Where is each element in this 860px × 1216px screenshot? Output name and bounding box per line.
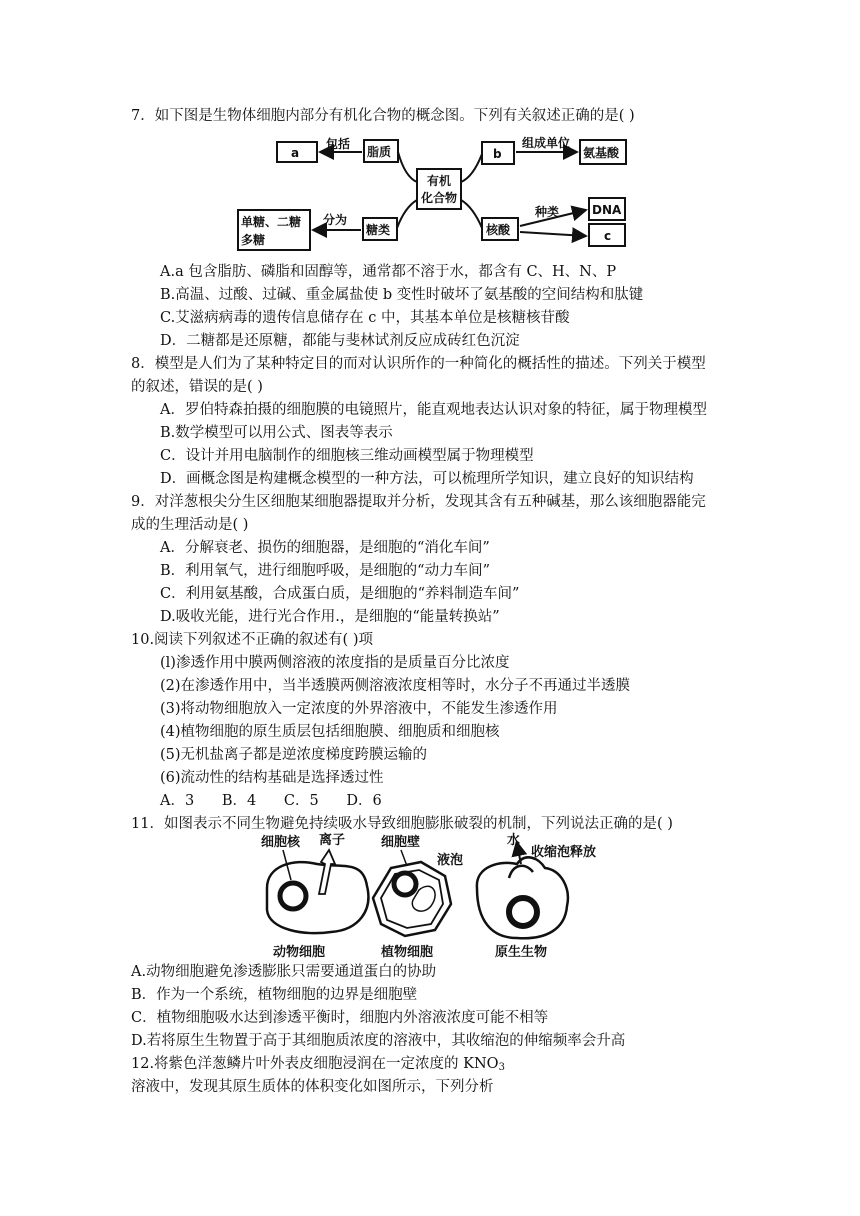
q11-option-d: D.若将原生生物置于高于其细胞质浓度的溶液中，其收缩泡的伸缩频率会升高: [131, 1033, 626, 1049]
q9-stem-line1: 9．对洋葱根尖分生区细胞某细胞器提取并分析，发现其含有五种碱基，那么该细胞器能完: [131, 494, 706, 510]
q7-option-d: D．二糖都是还原糖，都能与斐林试剂反应成砖红色沉淀: [160, 333, 520, 349]
label-b: b: [493, 147, 502, 161]
label-animal: 动物细胞: [273, 945, 326, 960]
label-divide: 分为: [323, 213, 348, 227]
q12-stem-line1: [131, 1054, 505, 1078]
label-nucleic: 核酸: [486, 223, 511, 237]
label-water: 水: [507, 833, 521, 848]
q12-stem-line2: 溶液中，发现其原生质体的体积变化如图所示，下列分析: [131, 1079, 494, 1095]
q11-stem: 11．如图表示不同生物避免持续吸水导致细胞膨胀破裂的机制，下列说法正确的是( ): [131, 816, 673, 832]
label-mono1: 单糖、二糖: [241, 215, 302, 229]
label-center2: 化合物: [421, 191, 458, 205]
label-a: a: [291, 146, 300, 160]
q9-stem-line2: 成的生理活动是( ): [131, 517, 249, 533]
protist-nucleus: [509, 898, 537, 926]
label-release: 收缩泡释放: [531, 845, 597, 860]
q9-option-b: B．利用氧气，进行细胞呼吸，是细胞的“动力车间”: [160, 563, 490, 579]
q7-stem: 7．如下图是生物体细胞内部分有机化合物的概念图。下列有关叙述正确的是( ): [131, 108, 635, 124]
link-center-b: [461, 154, 482, 182]
q10-item-2: (2)在渗透作用中，当半透膜两侧溶液浓度相等时，水分子不再通过半透膜: [160, 678, 631, 694]
q7-option-a: A.a 包含脂肪、磷脂和固醇等，通常都不溶于水，都含有 C、H、N、P: [160, 264, 617, 280]
q10-item-3: (3)将动物细胞放入一定浓度的外界溶液中，不能发生渗透作用: [160, 701, 558, 717]
label-lipid: 脂质: [367, 145, 392, 159]
q10-item-1: (l)渗透作用中膜两侧溶液的浓度指的是质量百分比浓度: [160, 655, 510, 671]
q10-item-6: (6)流动性的结构基础是选择透过性: [160, 770, 384, 786]
q9-option-d: D.吸收光能，进行光合作用.，是细胞的“能量转换站”: [160, 609, 500, 625]
link-center-lipid: [398, 152, 417, 182]
label-nucleus: 细胞核: [261, 835, 301, 850]
label-center1: 有机: [427, 174, 452, 188]
label-aa: 氨基酸: [583, 146, 620, 160]
q8-stem-line1: 8．模型是人们为了某种特定目的而对认识所作的一种简化的概括性的描述。下列关于模型: [131, 356, 706, 372]
contractile-vacuole: [509, 866, 533, 878]
q8-option-b: B.数学模型可以用公式、图表等表示: [160, 425, 393, 441]
label-protist: 原生生物: [495, 945, 548, 960]
q8-option-d: D．画概念图是构建概念模型的一种方法，可以梳理所学知识，建立良好的知识结构: [160, 471, 694, 487]
label-dna: DNA: [592, 203, 622, 217]
label-wall: 细胞壁: [381, 835, 421, 850]
label-incl: 包括: [326, 137, 351, 151]
q8-option-a: A．罗伯特森拍摄的细胞膜的电镜照片，能直观地表达认识对象的特征，属于物理模型: [160, 402, 707, 418]
label-kind: 种类: [535, 205, 560, 219]
animal-nucleus: [280, 883, 306, 909]
q7-option-b: B.高温、过酸、过碱、重金属盐使 b 变性时破坏了氨基酸的空间结构和肽键: [160, 287, 644, 303]
link-center-sugar: [397, 200, 417, 228]
q10-item-4: (4)植物细胞的原生质层包括细胞膜、细胞质和细胞核: [160, 724, 500, 740]
label-vacuole: 液泡: [437, 853, 464, 868]
q7-concept-diagram: [230, 132, 640, 252]
q11-figure: [255, 830, 625, 962]
label-plant: 植物细胞: [381, 945, 434, 960]
label-sugar: 糖类: [366, 223, 391, 237]
q7-option-c: C.艾滋病病毒的遗传信息储存在 c 中，其基本单位是核糖核苷酸: [160, 310, 570, 326]
label-mono2: 多糖: [241, 233, 266, 247]
label-c: c: [604, 229, 612, 243]
q8-option-c: C．设计并用电脑制作的细胞核三维动画模型属于物理模型: [160, 448, 534, 464]
q10-stem: 10.阅读下列叙述不正确的叙述有( )项: [131, 632, 373, 648]
plant-wall-pointer: [401, 850, 407, 866]
label-ion: 离子: [319, 833, 346, 848]
q11-option-a: A.动物细胞避免渗透膨胀只需要通道蛋白的协助: [131, 964, 437, 980]
ion-arrow: [319, 850, 335, 894]
q12-line1-subscript: 3: [498, 1062, 505, 1073]
q8-stem-line2: 的叙述，错误的是( ): [131, 379, 263, 395]
q10-item-5: (5)无机盐离子都是逆浓度梯度跨膜运输的: [160, 747, 428, 763]
q12-line1-text: 12.将紫色洋葱鳞片叶外表皮细胞浸润在一定浓度的 KNO: [131, 1056, 499, 1072]
link-center-nucleic: [461, 200, 482, 228]
q9-option-c: C．利用氨基酸，合成蛋白质，是细胞的“养料制造车间”: [160, 586, 520, 602]
label-unit: 组成单位: [522, 136, 571, 150]
q10-choices: A．3 B．4 C．5 D．6: [160, 793, 382, 809]
q11-option-c: C．植物细胞吸水达到渗透平衡时，细胞内外溶液浓度可能不相等: [131, 1010, 549, 1026]
plant-nucleus: [394, 873, 416, 895]
q11-option-b: B．作为一个系统，植物细胞的边界是细胞壁: [131, 987, 418, 1003]
q9-option-a: A．分解衰老、损伤的细胞器，是细胞的“消化车间”: [160, 540, 490, 556]
arrow-nucleic-c: [520, 232, 586, 236]
